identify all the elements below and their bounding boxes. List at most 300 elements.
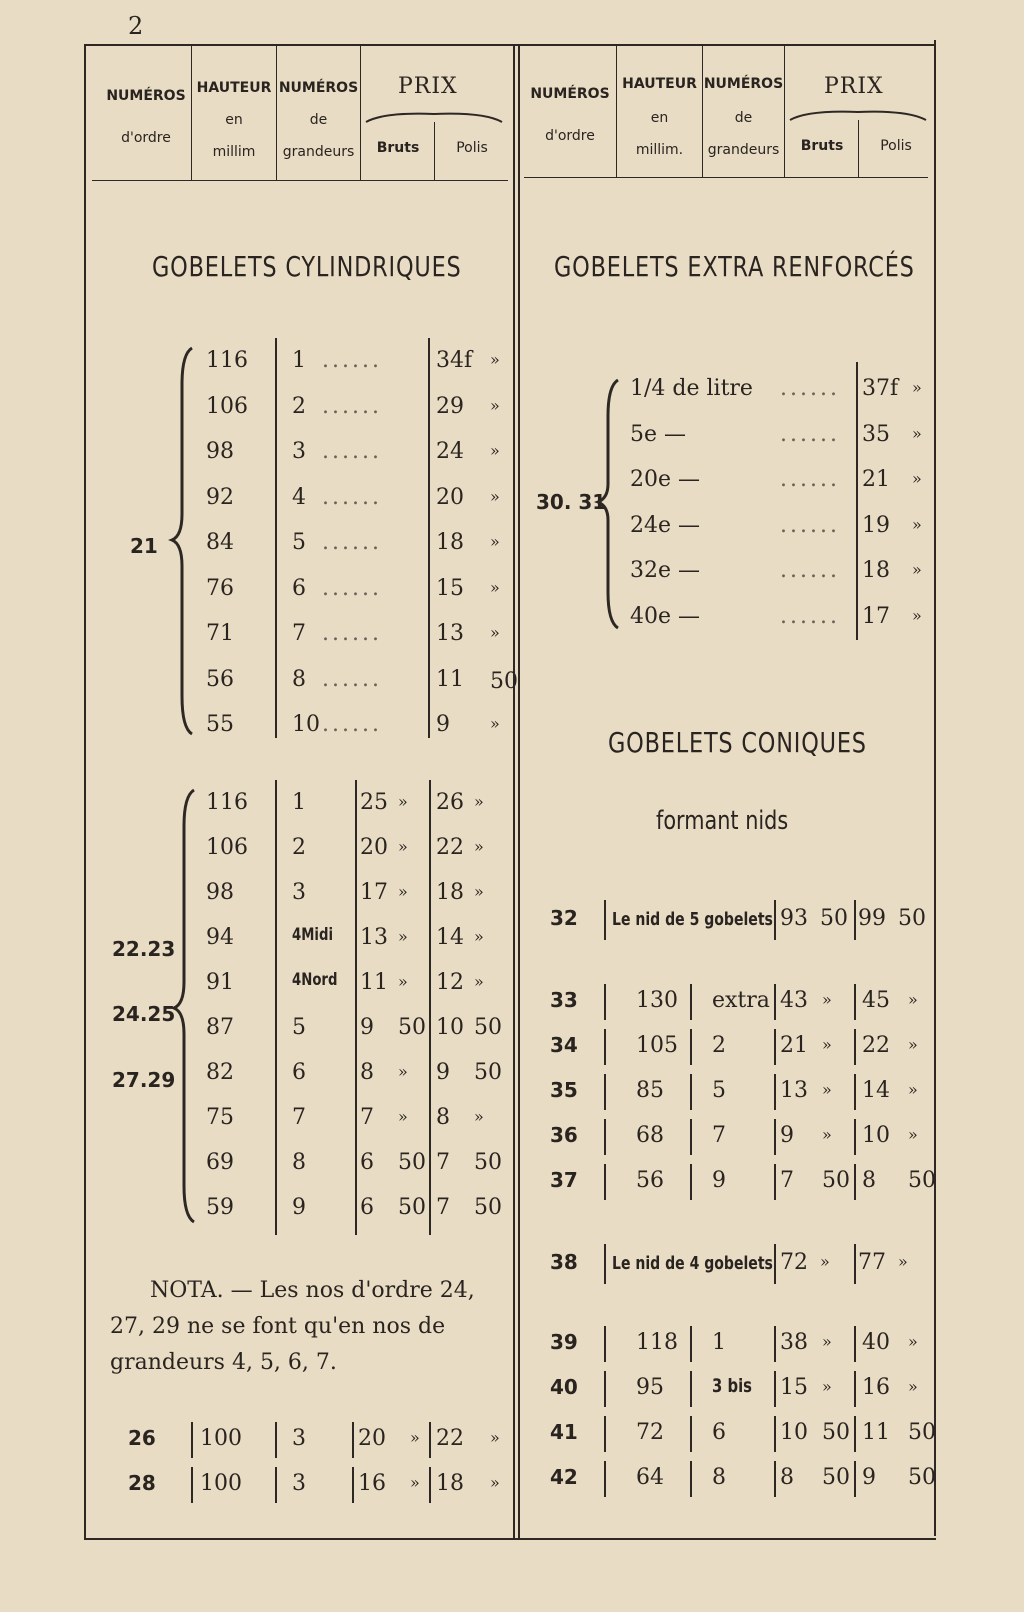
col-sep bbox=[429, 780, 431, 1235]
price-polis: 10 bbox=[862, 1123, 890, 1148]
size-cell: 7 bbox=[292, 1105, 306, 1130]
price-polis: 26 bbox=[436, 790, 464, 815]
size-cell: 1 bbox=[712, 1330, 726, 1355]
price-polis: 16 bbox=[862, 1375, 890, 1400]
size-cell: 5 bbox=[292, 530, 306, 555]
frame-bottom bbox=[84, 1538, 936, 1540]
hdr-polis: Polis bbox=[456, 140, 488, 156]
size-label: 5e — bbox=[630, 421, 687, 447]
price-polis: 11 bbox=[436, 666, 464, 692]
price-bruts: 20 bbox=[358, 1426, 386, 1451]
price-polis-cents: » bbox=[474, 972, 484, 991]
price-polis: 77 bbox=[858, 1250, 886, 1275]
cell-separator bbox=[774, 1326, 776, 1362]
hdr-en: en bbox=[650, 110, 669, 126]
height-cell: 82 bbox=[206, 1060, 234, 1085]
cell-separator bbox=[774, 1371, 776, 1407]
leader-dots: ...... bbox=[322, 712, 382, 737]
frame-middle-b bbox=[518, 44, 520, 1540]
price-polis: 22 bbox=[436, 1426, 464, 1451]
price-bruts-cents: » bbox=[822, 990, 832, 1009]
hdr-sep bbox=[858, 120, 859, 178]
price-polis-cents: » bbox=[490, 532, 500, 551]
height-cell: 100 bbox=[200, 1471, 242, 1496]
hdr-grandeurs: grandeurs bbox=[707, 142, 780, 158]
size-cell: 4Nord bbox=[292, 970, 338, 990]
hdr-sep bbox=[434, 122, 435, 180]
price-bruts-cents: » bbox=[822, 1377, 832, 1396]
price-bruts-cents: » bbox=[398, 837, 408, 856]
hdr-prix: PRIX bbox=[824, 74, 884, 99]
price-bruts: 10 bbox=[780, 1420, 808, 1445]
price-bruts: 13 bbox=[780, 1078, 808, 1103]
price-polis: 14 bbox=[436, 925, 464, 950]
cell-separator bbox=[690, 1074, 692, 1110]
price-polis: 9 bbox=[436, 1060, 450, 1085]
price-polis-cents: » bbox=[912, 560, 922, 579]
price-polis-cents: » bbox=[490, 395, 500, 415]
price-bruts-cents: 50 bbox=[398, 1195, 426, 1220]
size-cell: 1 bbox=[292, 790, 306, 815]
price-bruts: 6 bbox=[360, 1195, 374, 1220]
price-polis: 7 bbox=[436, 1150, 450, 1175]
price-bruts: 20 bbox=[360, 835, 388, 860]
size-label: 40e — bbox=[630, 603, 701, 629]
price-polis: 35 bbox=[862, 421, 890, 447]
price-polis-cents: » bbox=[474, 1107, 484, 1126]
cell-separator bbox=[854, 1029, 856, 1065]
price-polis: 10 bbox=[436, 1015, 464, 1040]
hdr-prix: PRIX bbox=[398, 74, 458, 99]
price-polis-cents: 50 bbox=[908, 1168, 936, 1193]
price-polis-cents: » bbox=[490, 350, 500, 369]
height-cell: 64 bbox=[636, 1465, 664, 1490]
col-sep bbox=[275, 780, 277, 1235]
leader-dots: ...... bbox=[780, 558, 840, 583]
price-polis: 17 bbox=[862, 603, 890, 629]
price-polis-cents: » bbox=[490, 714, 500, 733]
hdr-sep bbox=[784, 44, 785, 178]
price-bruts: 9 bbox=[780, 1123, 794, 1148]
size-cell: 3 bbox=[292, 439, 306, 464]
cell-separator bbox=[275, 1467, 277, 1503]
size-cell: 5 bbox=[712, 1078, 726, 1103]
hdr-numeros-ordre: NUMÉROS bbox=[530, 86, 610, 102]
leader-dots: ...... bbox=[322, 439, 382, 464]
price-polis-cents: » bbox=[474, 792, 484, 811]
size-cell: 9 bbox=[712, 1168, 726, 1193]
height-cell: 118 bbox=[636, 1330, 678, 1355]
section-title-extra-renforces: GOBELETS EXTRA RENFORCÉS bbox=[554, 250, 915, 283]
price-polis-cents: 50 bbox=[474, 1060, 502, 1085]
height-cell: 76 bbox=[206, 575, 234, 601]
height-cell: 105 bbox=[636, 1033, 678, 1058]
order-number: 30. 31 bbox=[536, 490, 607, 514]
price-bruts-cents: » bbox=[822, 1080, 832, 1099]
hdr-de: de bbox=[309, 112, 328, 128]
frame-middle-a bbox=[513, 44, 515, 1540]
size-label: 20e — bbox=[630, 467, 701, 492]
price-bruts: 15 bbox=[780, 1375, 808, 1400]
price-polis: 29 bbox=[436, 393, 464, 419]
price-polis: 40 bbox=[862, 1330, 890, 1355]
height-cell: 87 bbox=[206, 1015, 234, 1040]
hdr-underline bbox=[92, 180, 508, 181]
price-bruts: 9 bbox=[360, 1015, 374, 1040]
leader-dots: ...... bbox=[780, 376, 840, 401]
cell-separator bbox=[690, 1164, 692, 1200]
height-cell: 92 bbox=[206, 484, 234, 510]
price-polis-cents: 50 bbox=[474, 1195, 502, 1220]
size-cell: 8 bbox=[292, 666, 306, 692]
price-polis-cents: » bbox=[908, 990, 918, 1009]
cell-separator bbox=[690, 984, 692, 1020]
order-number: 40 bbox=[550, 1375, 578, 1399]
hdr-bruts: Bruts bbox=[800, 138, 844, 154]
nota-line: grandeurs 4, 5, 6, 7. bbox=[110, 1350, 337, 1375]
brace-icon bbox=[168, 344, 198, 738]
cell-separator bbox=[604, 1244, 606, 1284]
leader-dots: ...... bbox=[322, 530, 382, 555]
order-number: 22.23 bbox=[112, 937, 176, 961]
price-bruts: 11 bbox=[360, 970, 388, 995]
price-bruts: 43 bbox=[780, 988, 808, 1013]
price-polis-cents: » bbox=[908, 1332, 918, 1351]
price-polis-cents: » bbox=[908, 1125, 918, 1144]
cell-separator bbox=[604, 1029, 606, 1065]
price-bruts: 93 bbox=[780, 906, 808, 931]
price-polis: 18 bbox=[862, 558, 890, 583]
cell-separator bbox=[774, 1029, 776, 1065]
col-sep bbox=[275, 338, 277, 738]
price-polis-cents: » bbox=[912, 469, 922, 488]
frame-left bbox=[84, 44, 86, 1540]
height-cell: 116 bbox=[206, 790, 248, 815]
order-number: 28 bbox=[128, 1471, 156, 1495]
hdr-brace bbox=[364, 106, 504, 126]
price-bruts-cents: » bbox=[398, 972, 408, 991]
section-subtitle: formant nids bbox=[656, 806, 789, 836]
section-title-coniques: GOBELETS CONIQUES bbox=[608, 726, 867, 759]
price-polis: 19 bbox=[862, 512, 890, 538]
size-cell: 2 bbox=[292, 835, 306, 860]
price-bruts: 13 bbox=[360, 925, 388, 950]
cell-separator bbox=[191, 1467, 193, 1503]
order-number: 39 bbox=[550, 1330, 578, 1354]
price-polis: 11 bbox=[862, 1420, 890, 1445]
price-polis-cents: » bbox=[912, 423, 922, 443]
section-title-cylindriques: GOBELETS CYLINDRIQUES bbox=[152, 250, 462, 283]
cell-separator bbox=[774, 1074, 776, 1110]
price-polis-cents: » bbox=[912, 605, 922, 625]
price-polis-cents: » bbox=[898, 1252, 908, 1271]
size-cell: 7 bbox=[712, 1123, 726, 1148]
price-polis-cents: » bbox=[490, 486, 500, 506]
cell-separator bbox=[604, 1461, 606, 1497]
size-cell: 6 bbox=[712, 1420, 726, 1445]
cell-separator bbox=[854, 1371, 856, 1407]
price-bruts-cents: 50 bbox=[398, 1015, 426, 1040]
cell-separator bbox=[690, 1371, 692, 1407]
height-cell: 98 bbox=[206, 880, 234, 905]
price-polis-cents: » bbox=[474, 882, 484, 901]
cell-separator bbox=[604, 984, 606, 1020]
cell-separator bbox=[774, 1244, 776, 1284]
price-bruts-cents: » bbox=[822, 1125, 832, 1144]
height-cell: 116 bbox=[206, 348, 248, 373]
price-bruts-cents: » bbox=[398, 882, 408, 901]
nid-label: Le nid de 4 gobelets bbox=[612, 1253, 773, 1274]
price-bruts: 6 bbox=[360, 1150, 374, 1175]
price-polis-cents: 50 bbox=[474, 1150, 502, 1175]
price-polis: 13 bbox=[436, 621, 464, 646]
hdr-en: en bbox=[225, 112, 243, 128]
hdr-millim: millim bbox=[212, 144, 256, 160]
leader-dots: ...... bbox=[780, 603, 840, 629]
order-number: 38 bbox=[550, 1250, 578, 1274]
price-polis-cents: » bbox=[490, 441, 500, 460]
leader-dots: ...... bbox=[780, 421, 840, 447]
price-bruts-cents: 50 bbox=[822, 1465, 850, 1490]
price-polis: 9 bbox=[862, 1465, 876, 1490]
page-number: 2 bbox=[128, 12, 144, 40]
cell-separator bbox=[774, 900, 776, 940]
cell-separator bbox=[191, 1422, 193, 1458]
cell-separator bbox=[854, 1244, 856, 1284]
price-bruts: 7 bbox=[360, 1105, 374, 1130]
hdr-grandeurs: grandeurs bbox=[282, 144, 355, 160]
hdr-hauteur: HAUTEUR bbox=[196, 80, 272, 96]
height-cell: 95 bbox=[636, 1375, 664, 1400]
cell-separator bbox=[854, 1119, 856, 1155]
cell-separator bbox=[690, 1326, 692, 1362]
size-label: 32e — bbox=[630, 558, 701, 583]
order-number: 33 bbox=[550, 988, 578, 1012]
size-cell: 7 bbox=[292, 621, 306, 646]
leader-dots: ...... bbox=[780, 512, 840, 538]
cell-separator bbox=[854, 1461, 856, 1497]
hdr-sep bbox=[360, 44, 361, 180]
price-polis: 9 bbox=[436, 712, 450, 737]
cell-separator bbox=[854, 984, 856, 1020]
price-polis: 37f bbox=[862, 376, 899, 401]
col-sep bbox=[355, 780, 357, 1235]
price-bruts-cents: » bbox=[410, 1473, 420, 1492]
size-cell: 3 bbox=[292, 1471, 306, 1496]
brace-icon bbox=[170, 786, 200, 1226]
price-polis: 99 bbox=[858, 906, 886, 931]
nid-label: Le nid de 5 gobelets bbox=[612, 909, 773, 930]
size-cell: 10 bbox=[292, 712, 320, 737]
order-number: 36 bbox=[550, 1123, 578, 1147]
order-number: 32 bbox=[550, 906, 578, 930]
cell-separator bbox=[690, 1119, 692, 1155]
price-bruts: 17 bbox=[360, 880, 388, 905]
hdr-ordre: d'ordre bbox=[121, 130, 171, 146]
price-polis: 34f bbox=[436, 348, 473, 373]
cell-separator bbox=[854, 1164, 856, 1200]
price-polis-cents: » bbox=[490, 577, 500, 597]
nota-line: NOTA. — Les nos d'ordre 24, bbox=[150, 1278, 475, 1303]
size-cell: 8 bbox=[712, 1465, 726, 1490]
order-number: 37 bbox=[550, 1168, 578, 1192]
price-polis-cents: » bbox=[912, 378, 922, 397]
brace-icon bbox=[594, 376, 624, 632]
cell-separator bbox=[854, 900, 856, 940]
cell-separator bbox=[774, 1416, 776, 1452]
height-cell: 72 bbox=[636, 1420, 664, 1445]
cell-separator bbox=[429, 1467, 431, 1503]
hdr-de: de bbox=[734, 110, 753, 126]
leader-dots: ...... bbox=[322, 666, 382, 692]
height-cell: 55 bbox=[206, 712, 234, 737]
cell-separator bbox=[604, 1416, 606, 1452]
price-bruts-cents: » bbox=[398, 1062, 408, 1081]
cell-separator bbox=[774, 984, 776, 1020]
price-bruts-cents: » bbox=[398, 792, 408, 811]
price-polis: 45 bbox=[862, 988, 890, 1013]
cell-separator bbox=[352, 1467, 354, 1503]
height-cell: 69 bbox=[206, 1150, 234, 1175]
cell-separator bbox=[854, 1416, 856, 1452]
cell-separator bbox=[604, 900, 606, 940]
cell-separator bbox=[690, 1416, 692, 1452]
price-polis-cents: » bbox=[912, 514, 922, 534]
price-polis-cents: 50 bbox=[474, 1015, 502, 1040]
leader-dots: ...... bbox=[322, 348, 382, 373]
height-cell: 94 bbox=[206, 925, 234, 950]
hdr-bruts: Bruts bbox=[376, 140, 420, 156]
price-polis: 15 bbox=[436, 575, 464, 601]
height-cell: 56 bbox=[206, 666, 234, 692]
col-sep bbox=[856, 362, 858, 640]
size-cell: extra bbox=[712, 988, 770, 1013]
height-cell: 71 bbox=[206, 621, 234, 646]
price-bruts-cents: » bbox=[398, 1107, 408, 1126]
price-polis: 18 bbox=[436, 1471, 464, 1496]
cell-separator bbox=[854, 1326, 856, 1362]
hdr-millim: millim. bbox=[635, 142, 684, 158]
size-cell: 3 bbox=[292, 1426, 306, 1451]
height-cell: 91 bbox=[206, 970, 234, 995]
frame-right bbox=[934, 40, 936, 1536]
height-cell: 130 bbox=[636, 988, 678, 1013]
cell-separator bbox=[774, 1461, 776, 1497]
price-bruts: 8 bbox=[360, 1060, 374, 1085]
cell-separator bbox=[604, 1119, 606, 1155]
hdr-numeros-grand: NUMÉROS bbox=[278, 80, 359, 96]
price-polis: 18 bbox=[436, 530, 464, 555]
cell-separator bbox=[690, 1461, 692, 1497]
cell-separator bbox=[690, 1029, 692, 1065]
size-cell: 8 bbox=[292, 1150, 306, 1175]
height-cell: 85 bbox=[636, 1078, 664, 1103]
order-number: 35 bbox=[550, 1078, 578, 1102]
price-polis-cents: 50 bbox=[490, 668, 518, 694]
price-polis-cents: 50 bbox=[898, 906, 926, 931]
leader-dots: ...... bbox=[322, 393, 382, 419]
price-bruts-cents: 50 bbox=[398, 1150, 426, 1175]
height-cell: 98 bbox=[206, 439, 234, 464]
price-polis-cents: » bbox=[490, 623, 500, 642]
size-label: 24e — bbox=[630, 512, 701, 538]
price-polis-cents: » bbox=[474, 927, 484, 946]
height-cell: 84 bbox=[206, 530, 234, 555]
price-polis-cents: » bbox=[490, 1428, 500, 1447]
price-bruts: 38 bbox=[780, 1330, 808, 1355]
cell-separator bbox=[774, 1164, 776, 1200]
height-cell: 75 bbox=[206, 1105, 234, 1130]
size-cell: 2 bbox=[712, 1033, 726, 1058]
size-cell: 9 bbox=[292, 1195, 306, 1220]
cell-separator bbox=[774, 1119, 776, 1155]
leader-dots: ...... bbox=[322, 484, 382, 510]
order-number: 24.25 bbox=[112, 1002, 176, 1026]
price-polis-cents: 50 bbox=[908, 1420, 936, 1445]
price-polis-cents: » bbox=[908, 1080, 918, 1099]
cell-separator bbox=[604, 1164, 606, 1200]
frame-top bbox=[84, 44, 936, 46]
height-cell: 106 bbox=[206, 393, 248, 419]
size-cell: 3 bbox=[292, 880, 306, 905]
cell-separator bbox=[854, 1074, 856, 1110]
hdr-underline bbox=[524, 177, 928, 178]
cell-separator bbox=[604, 1326, 606, 1362]
price-bruts-cents: » bbox=[820, 1252, 830, 1271]
order-number: 42 bbox=[550, 1465, 578, 1489]
hdr-polis: Polis bbox=[880, 138, 912, 154]
size-cell: 1 bbox=[292, 348, 306, 373]
height-cell: 56 bbox=[636, 1168, 664, 1193]
price-bruts: 16 bbox=[358, 1471, 386, 1496]
order-number: 26 bbox=[128, 1426, 156, 1450]
order-number: 21 bbox=[130, 534, 158, 558]
price-bruts-cents: » bbox=[410, 1428, 420, 1447]
size-cell: 5 bbox=[292, 1015, 306, 1040]
size-cell: 4Midi bbox=[292, 925, 334, 945]
price-bruts-cents: 50 bbox=[820, 906, 848, 931]
size-label: 1/4 de litre bbox=[630, 376, 753, 401]
price-bruts: 8 bbox=[780, 1465, 794, 1490]
price-polis: 22 bbox=[862, 1033, 890, 1058]
price-polis: 8 bbox=[862, 1168, 876, 1193]
order-number: 34 bbox=[550, 1033, 578, 1057]
price-polis-cents: » bbox=[908, 1377, 918, 1396]
leader-dots: ...... bbox=[780, 467, 840, 492]
hdr-brace bbox=[788, 104, 928, 124]
price-bruts: 25 bbox=[360, 790, 388, 815]
price-polis-cents: » bbox=[490, 1473, 500, 1492]
col-sep bbox=[428, 338, 430, 738]
price-bruts-cents: 50 bbox=[822, 1168, 850, 1193]
price-polis: 7 bbox=[436, 1195, 450, 1220]
hdr-numeros-grand: NUMÉROS bbox=[703, 76, 784, 92]
nota-line: 27, 29 ne se font qu'en nos de bbox=[110, 1314, 446, 1339]
price-polis-cents: 50 bbox=[908, 1465, 936, 1490]
size-cell: 4 bbox=[292, 484, 306, 510]
price-polis-cents: » bbox=[908, 1035, 918, 1054]
order-number: 41 bbox=[550, 1420, 578, 1444]
size-cell: 6 bbox=[292, 1060, 306, 1085]
size-cell: 6 bbox=[292, 575, 306, 601]
price-polis: 18 bbox=[436, 880, 464, 905]
hdr-numeros-ordre: NUMÉROS bbox=[106, 88, 186, 104]
size-cell: 2 bbox=[292, 393, 306, 419]
price-bruts-cents: 50 bbox=[822, 1420, 850, 1445]
order-number: 27.29 bbox=[112, 1068, 176, 1092]
hdr-ordre: d'ordre bbox=[545, 128, 595, 144]
cell-separator bbox=[604, 1074, 606, 1110]
